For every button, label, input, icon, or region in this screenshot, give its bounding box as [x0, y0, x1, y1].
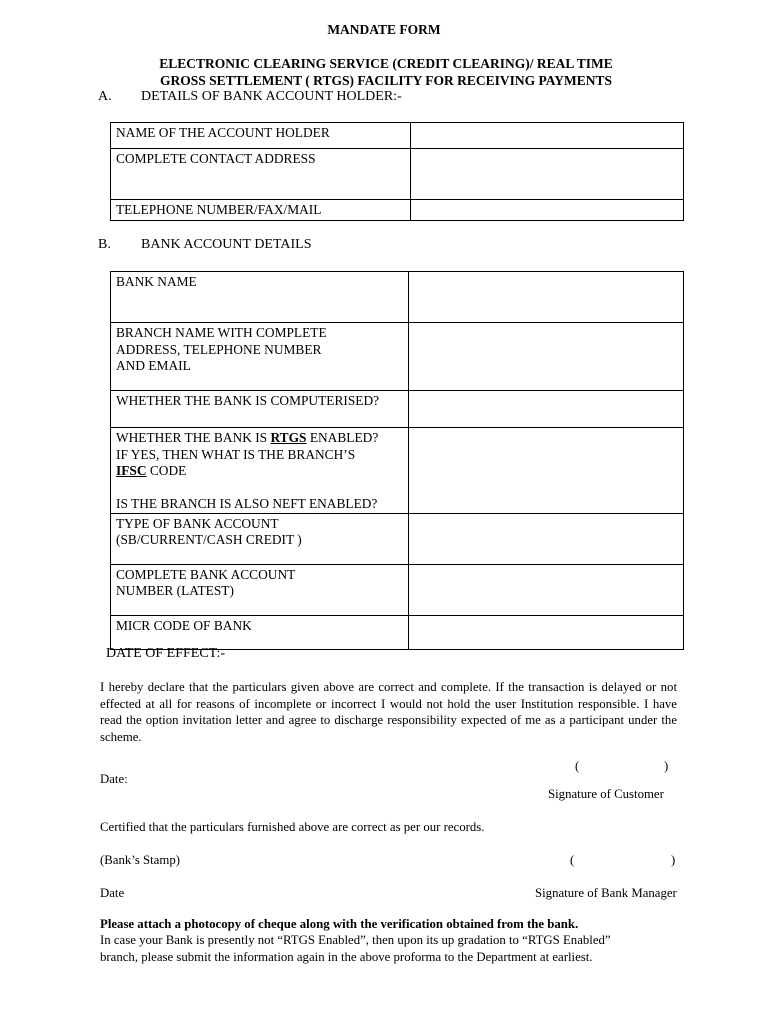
- ifsc-suffix: CODE: [146, 463, 187, 478]
- contact-address-field[interactable]: [410, 149, 683, 200]
- section-a-title: DETAILS OF BANK ACCOUNT HOLDER:-: [141, 89, 402, 104]
- ifsc-word: IFSC: [116, 463, 147, 478]
- account-number-line-2: NUMBER (LATEST): [116, 583, 234, 598]
- table-row: [111, 123, 684, 149]
- rtgs-word: RTGS: [270, 430, 307, 445]
- account-holder-table: [110, 122, 684, 221]
- certification-text: Certified that the particulars furnished above are correct as per our records.: [100, 820, 485, 834]
- bank-manager-signature-label: Signature of Bank Manager: [535, 886, 677, 900]
- rtgs-line-2: IF YES, THEN WHAT IS THE BRANCH’S: [116, 446, 356, 462]
- customer-date-label: Date:: [100, 772, 128, 786]
- bank-name-label: BANK NAME: [111, 272, 409, 323]
- computerised-field[interactable]: [408, 391, 683, 428]
- table-row: [111, 323, 684, 391]
- branch-label-line-1: BRANCH NAME WITH COMPLETE: [116, 325, 327, 340]
- section-a-letter: A.: [98, 89, 112, 104]
- bank-stamp-label: (Bank’s Stamp): [100, 853, 180, 867]
- bank-name-field[interactable]: [408, 272, 683, 323]
- rtgs-line-1: [116, 430, 403, 447]
- telephone-label: TELEPHONE NUMBER/FAX/MAIL: [111, 200, 411, 221]
- rtgs-suffix: ENABLED?: [306, 430, 379, 445]
- account-type-line-2: (SB/CURRENT/CASH CREDIT ): [116, 532, 302, 547]
- rtgs-note-line-2: branch, please submit the information again in the above proforma to the Department at earliest.: [100, 950, 593, 964]
- account-number-field[interactable]: [408, 564, 683, 615]
- account-type-line-1: TYPE OF BANK ACCOUNT: [116, 515, 279, 531]
- customer-signature-label: Signature of Customer: [548, 787, 664, 801]
- telephone-field[interactable]: [410, 200, 683, 221]
- blank-line: [116, 480, 403, 497]
- branch-label-line-3: AND EMAIL: [116, 358, 191, 373]
- subtitle-line-1: ELECTRONIC CLEARING SERVICE (CREDIT CLEARING)/ REAL TIME: [159, 56, 613, 71]
- computerised-label: WHETHER THE BANK IS COMPUTERISED?: [111, 391, 409, 428]
- bank-paren-open: (: [570, 853, 575, 867]
- rtgs-field[interactable]: [408, 428, 683, 514]
- account-holder-name-field[interactable]: [410, 123, 683, 149]
- contact-address-label: COMPLETE CONTACT ADDRESS: [111, 149, 411, 200]
- declaration-text: I hereby declare that the particulars given above are correct and complete. If the transaction is delayed or not effected at all for reasons of incomplete or incorrect I would not hold the user Institution responsible. I have read the option invitation letter and agree to discharge responsibility expected of me as a participant under the scheme.: [100, 680, 677, 744]
- table-row: [111, 391, 684, 428]
- table-row: [111, 200, 684, 221]
- account-holder-name-label: NAME OF THE ACCOUNT HOLDER: [111, 123, 411, 149]
- subtitle-line-2: GROSS SETTLEMENT ( RTGS) FACILITY FOR RECEIVING PAYMENTS: [160, 73, 612, 88]
- photocopy-note: Please attach a photocopy of cheque along with the verification obtained from the bank.: [100, 917, 579, 931]
- table-row: [111, 428, 684, 514]
- branch-details-label: [111, 323, 409, 391]
- account-number-line-1: COMPLETE BANK ACCOUNT: [116, 566, 296, 582]
- date-of-effect-label: DATE OF EFFECT:-: [106, 646, 226, 661]
- branch-details-field[interactable]: [408, 323, 683, 391]
- customer-paren-open: (: [575, 759, 580, 773]
- section-b-heading: [98, 237, 498, 255]
- bank-date-label: Date: [100, 886, 125, 900]
- table-row: [111, 272, 684, 323]
- bank-paren-close: ): [671, 853, 676, 867]
- form-title: MANDATE FORM: [327, 22, 441, 37]
- section-b-letter: B.: [98, 237, 111, 252]
- account-type-label: [111, 513, 409, 564]
- customer-paren-close: ): [664, 759, 669, 773]
- form-subtitle: [0, 55, 768, 89]
- micr-label: MICR CODE OF BANK: [111, 615, 409, 649]
- rtgs-prefix: WHETHER THE BANK IS: [116, 430, 271, 445]
- bank-details-table: [110, 271, 684, 650]
- table-row: [111, 513, 684, 564]
- account-type-field[interactable]: [408, 513, 683, 564]
- neft-line: IS THE BRANCH IS ALSO NEFT ENABLED?: [116, 496, 378, 511]
- micr-field[interactable]: [408, 615, 683, 649]
- table-row: [111, 615, 684, 649]
- branch-label-line-2: ADDRESS, TELEPHONE NUMBER: [116, 341, 322, 357]
- rtgs-line-3: [116, 463, 403, 480]
- section-b-title: BANK ACCOUNT DETAILS: [141, 237, 312, 252]
- rtgs-note-line-1: In case your Bank is presently not “RTGS Enabled”, then upon its up gradation to “RTGS Enabled”: [100, 933, 611, 947]
- table-row: [111, 149, 684, 200]
- account-number-label: [111, 564, 409, 615]
- rtgs-label: [111, 428, 409, 514]
- table-row: [111, 564, 684, 615]
- section-a-heading: [98, 89, 498, 107]
